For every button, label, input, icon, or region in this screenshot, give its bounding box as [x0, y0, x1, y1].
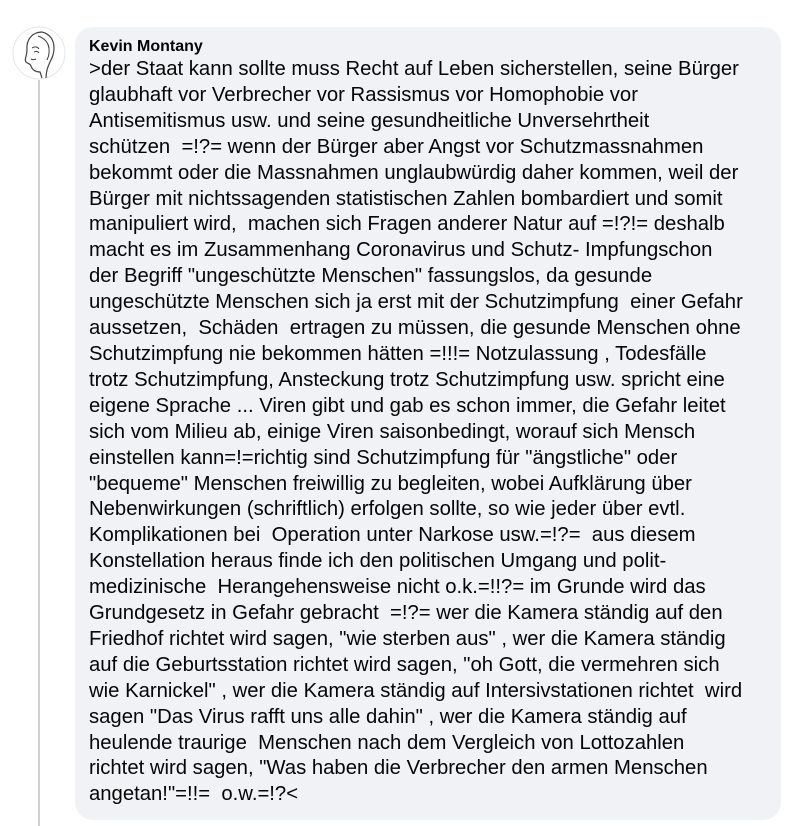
- comment-text-line: richtet wird sagen, "Was haben die Verbrecher den armen Menschen: [89, 757, 708, 780]
- comment-text-line: sagen "Das Virus rafft uns alle dahin" , wer die Kamera ständig auf: [89, 705, 687, 728]
- comment-text-line: bekommt oder die Massnahmen unglaubwürdig daher kommen, weil der: [89, 161, 739, 184]
- comment-author-name[interactable]: Kevin Montany: [89, 38, 203, 55]
- avatar[interactable]: [12, 26, 66, 80]
- comment-text-line: Bürger mit nichtssagenden statistischen Zahlen bombardiert und somit: [89, 187, 723, 210]
- comment-text-line: Schutzimpfung nie bekommen hätten =!!!= Notzulassung , Todesfälle: [89, 342, 707, 365]
- comment-text-line: Friedhof richtet wird sagen, "wie sterben aus" , wer die Kamera ständig: [89, 627, 726, 650]
- comment-text-line: Nebenwirkungen (schriftlich) erfolgen sollte, so wie jeder über evtl.: [89, 498, 686, 521]
- comment-text-line: macht es im Zusammenhang Coronavirus und Schutz- Impfungschon: [89, 239, 713, 262]
- comment-text-line: eigene Sprache ... Viren gibt und gab es schon immer, die Gefahr leitet: [89, 394, 726, 417]
- comment-text-line: "bequeme" Menschen freiwillig zu begleiten, wobei Aufklärung über: [89, 472, 692, 495]
- comment-text-line: Grundgesetz in Gefahr gebracht =!?= wer die Kamera ständig auf den: [89, 602, 723, 625]
- comment-text-line: Antisemitismus usw. und seine gesundheitliche Unversehrtheit: [89, 109, 650, 132]
- comment-text-line: manipuliert wird, machen sich Fragen anderer Natur auf =!?!= deshalb: [89, 213, 725, 236]
- comment-text-line: >der Staat kann sollte muss Recht auf Leben sicherstellen, seine Bürger: [89, 58, 739, 80]
- comment-text-line: einstellen kann=!=richtig sind Schutzimpfung für "ängstliche" oder: [89, 446, 678, 469]
- line-drawing-face-icon: [12, 26, 66, 80]
- comment-bubble: [75, 27, 781, 820]
- comment-text-line: ungeschützte Menschen sich ja erst mit der Schutzimpfung einer Gefahr: [89, 291, 743, 314]
- comment-text-line: auf die Geburtsstation richtet wird sagen, "oh Gott, die vermehren sich: [89, 653, 720, 676]
- thread-line: [38, 80, 40, 826]
- comment-text-line: trotz Schutzimpfung, Ansteckung trotz Schutzimpfung usw. spricht eine: [89, 368, 725, 391]
- comment-text-line: heulende traurige Menschen nach dem Vergleich von Lottozahlen: [89, 731, 685, 754]
- comment-text: [89, 57, 767, 808]
- comment-text-line: medizinische Herangehensweise nicht o.k.=!!?= im Grunde wird das: [89, 576, 706, 599]
- comment-text-line: glaubhaft vor Verbrecher vor Rassismus vor Homophobie vor: [89, 83, 638, 106]
- comment-text-line: Komplikationen bei Operation unter Narkose usw.=!?= aus diesem: [89, 524, 696, 547]
- comment-text-line: schützen =!?= wenn der Bürger aber Angst vor Schutzmassnahmen: [89, 135, 704, 158]
- comment-text-line: wie Karnickel" , wer die Kamera ständig auf Intersivstationen richtet wird: [89, 679, 743, 702]
- comment-text-line: sich vom Milieu ab, einige Viren saisonbedingt, worauf sich Mensch: [89, 420, 696, 443]
- comment-text-line: der Begriff "ungeschützte Menschen" fassungslos, da gesunde: [89, 265, 653, 288]
- comment-text-line: aussetzen, Schäden ertragen zu müssen, die gesunde Menschen ohne: [89, 317, 741, 340]
- comment-text-line: angetan!"=!!= o.w.=!?<: [89, 783, 299, 806]
- comment-text-line: Konstellation heraus finde ich den politischen Umgang und polit-: [89, 550, 667, 573]
